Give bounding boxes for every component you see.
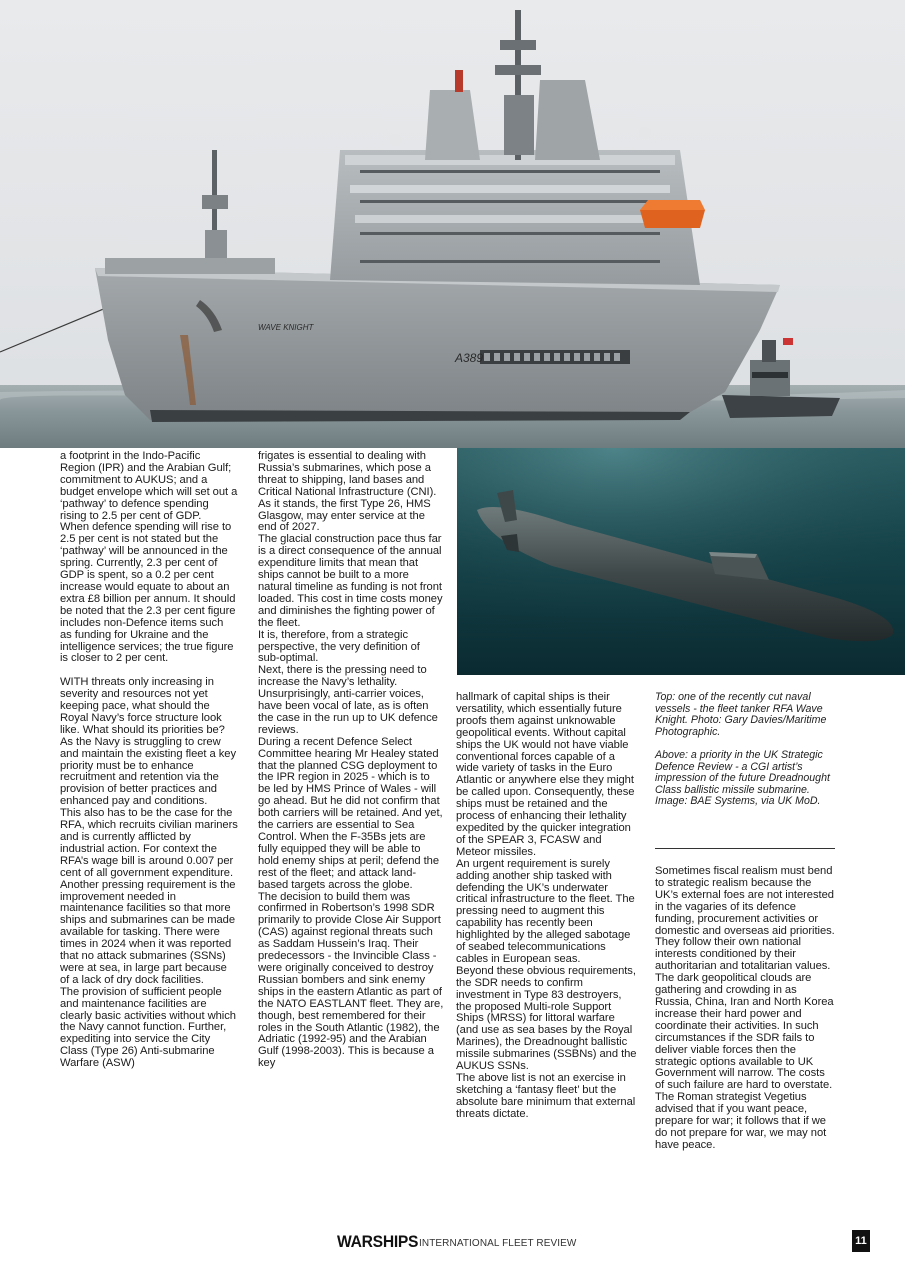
masthead-subtitle: INTERNATIONAL FLEET REVIEW — [419, 1238, 577, 1249]
article-column-1 — [60, 451, 238, 1070]
article-column-3 — [456, 692, 637, 1121]
paragraph: Next, there is the pressing need to increase the Navy’s lethality. Unsurprisingly, anti-carrier voices, have been vocal of late, as is often the case in the run up to UK defence reviews. — [258, 664, 438, 736]
caption-divider — [655, 848, 835, 849]
page-number: 11 — [852, 1230, 870, 1252]
paragraph: frigates is essential to dealing with Russia’s submarines, which pose a threat to shipping, land bases and Critical National Infrastructure (CNI). — [258, 450, 437, 498]
paragraph: WITH threats only increasing in severity and resources not yet keeping pace, what should the Royal Navy’s force structure look like. What should its priorities be? As the Navy is struggling to crew and maintain the existing fleet a key priority must be to enhance recruitment and retention via the provision of better practices and enhanced pay and conditions. — [60, 676, 237, 808]
hero-photo-wave-knight — [0, 0, 905, 448]
paragraph: As it stands, the first Type 26, HMS Glasgow, may enter service at the end of 2027. — [258, 497, 431, 534]
article-column-4 — [655, 866, 835, 1152]
article-column-2 — [258, 451, 444, 1070]
paragraph: Sometimes fiscal realism must bend to strategic realism because the UK’s external foes are not interested in the vagaries of its defence funding, procurement activities or domestic and overseas aid priorities. They follow their own national interests conditioned by their authoritarian and totalitarian values. — [655, 865, 835, 973]
paragraph: During a recent Defence Select Committee hearing Mr Healey stated that the planned CSG deployment to the IPR region in 2025 - which is to be led by HMS Prince of Wales - will go ahead. But he did not confirm that both carriers will be retained. And yet, the carriers are essential to Sea Control. When the F-35Bs jets are fully equipped they will be able to hold enemy ships at peril; defend the rest of the fleet; and attack land-based targets across the globe. — [258, 735, 443, 891]
magazine-masthead: WARSHIPS — [337, 1232, 419, 1251]
paragraph: Beyond these obvious requirements, the SDR needs to confirm investment in Type 83 destroyers, the proposed Multi-role Support Ships (MRSS) for littoral warfare (and use as sea bases by the Royal Marines), the Dreadnought ballistic missile submarines (SSBNs) and the AUKUS SSNs. — [456, 964, 637, 1073]
submarine-illustration — [457, 448, 905, 675]
page-footer — [0, 1230, 905, 1254]
caption-top: Top: one of the recently cut naval vessels - the fleet tanker RFA Wave Knight. Photo: Gary Davies/Maritime Photographic. — [655, 691, 827, 738]
paragraph: hallmark of capital ships is their versatility, which essentially future proofs them against unknowable geopolitical events. Without capital ships the UK would not have viable conventional forces capable of a wide variety of tasks in the Euro Atlantic or anywhere else they might be called upon. Consequently, these ships must be retained and the process of enhancing their lethality expedited by the quicker integration of the SPEAR 3, FCASW and Meteor missiles. — [456, 691, 635, 858]
paragraph: The dark geopolitical clouds are gathering and crowding in as Russia, China, Iran and North Korea increase their hard power and coordinate their activities. In such circumstances if the SDR fails to deliver viable forces then the strategic options available to UK Government will narrow. The costs of such failure are hard to overstate. The Roman strategist Vegetius advised that if you want peace, prepare for war; it follows that if we do not prepare for war, we may not have peace. — [655, 972, 834, 1151]
paragraph: An urgent requirement is surely adding another ship tasked with defending the UK’s underwater critical infrastructure to the fleet. The pressing need to augment this capability has recently been highlighted by the alleged sabotage of seabed telecommunications cables in European seas. — [456, 857, 635, 965]
submarine-cgi-image — [457, 448, 905, 675]
hull-ship-name: WAVE KNIGHT — [258, 323, 314, 332]
paragraph: The decision to build them was confirmed in Robertson’s 1998 SDR primarily to provide Close Air Support (CAS) against regional threats such as Saddam Hussein’s Iraq. Their predecessors - the Invincible Class - were originally conceived to destroy Russian bombers and sink enemy ships in the eastern Atlantic as part of the NATO EASTLANT fleet. They are, though, best remembered for their roles in the South Atlantic (1982), the Adriatic (1992-95) and the Arabian Gulf (1998-2003). This is because a key — [258, 890, 444, 1070]
paragraph: This also has to be the case for the RFA, which recruits civilian mariners and is currently afflicted by industrial action. For context the RFA’s wage bill is around 0.007 per cent of all government expenditure. — [60, 807, 238, 879]
paragraph: The above list is not an exercise in sketching a ‘fantasy fleet’ but the absolute bare minimum that external threats dictate. — [456, 1072, 636, 1120]
paragraph: Another pressing requirement is the improvement needed in maintenance facilities so that more ships and submarines can be made available for tasking. There were times in 2024 when it was reported that no attack submarines (SSNs) were at sea, in large part because of a lack of dry dock facilities. — [60, 878, 236, 986]
paragraph: It is, therefore, from a strategic perspective, the very definition of sub-optimal. — [258, 628, 420, 665]
caption-above: Above: a priority in the UK Strategic Defence Review - a CGI artist’s impression of the future Dreadnought Class ballistic missile submarine. Image: BAE Systems, via UK MoD. — [655, 748, 830, 808]
paragraph: The glacial construction pace thus far is a direct consequence of the annual expenditure limits that mean that ships cannot be built to a more natural timeline as funding is not front loaded. This cost in time costs money and diminishes the fighting power of the fleet. — [258, 533, 443, 629]
paragraph: When defence spending will rise to 2.5 per cent is not stated but the ‘pathway’ will be announced in the spring. Currently, 2.3 per cent of GDP is spent, so a 0.2 per cent increase would equate to about an extra £8 billion per annum. It should be noted that the 2.3 per cent figure includes non-Defence items such as funding for Ukraine and the intelligence services; the true figure is closer to 2 per cent. — [60, 521, 236, 665]
paragraph: a footprint in the Indo-Pacific Region (IPR) and the Arabian Gulf; commitment to AUKUS; and a budget envelope which will set out a ‘pathway’ to defence spending rising to 2.5 per cent of GDP. — [60, 450, 238, 522]
ship-illustration — [0, 0, 905, 448]
hull-pennant-number: A389 — [455, 351, 484, 365]
photo-captions — [655, 692, 837, 808]
paragraph: The provision of sufficient people and maintenance facilities are clearly basic activities without which the Navy cannot function. Further, expediting into service the City Class (Type 26) Anti-submarine Warfare (ASW) — [60, 985, 236, 1070]
